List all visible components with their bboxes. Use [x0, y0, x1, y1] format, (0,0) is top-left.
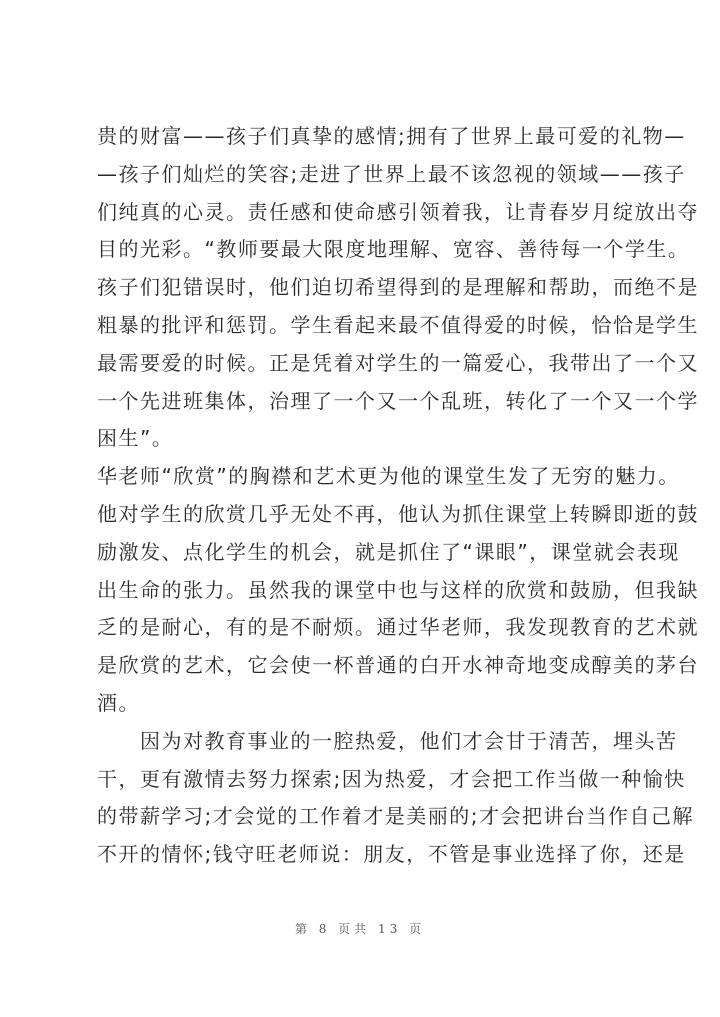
page-number-footer: 第 8 页共 13 页: [294, 922, 426, 936]
text-line: 他对学生的欣赏几乎无处不再，他认为抓住课堂上转瞬即逝的鼓: [97, 501, 699, 526]
text-line: 华老师“欣赏”的胸襟和艺术更为他的课堂生发了无穷的魅力。: [97, 464, 680, 489]
text-line: —孩子们灿烂的笑容;走进了世界上最不该忽视的领域——孩子: [97, 161, 686, 186]
text-line: 目的光彩。“教师要最大限度地理解、宽容、善待每一个学生。: [97, 237, 690, 262]
text-line: 励激发、点化学生的机会，就是抓住了“课眼”，课堂就会表现: [97, 539, 680, 564]
text-line: 酒。: [97, 690, 140, 715]
text-line: 困生”。: [97, 426, 174, 451]
text-line: 因为对教育事业的一腔热爱，他们才会甘于清苦，埋头苦: [97, 728, 678, 753]
text-line: 出生命的张力。虽然我的课堂中也与这样的欣赏和鼓励，但我缺: [97, 577, 699, 602]
text-line: 乏的是耐心，有的是不耐烦。通过华老师，我发现教育的艺术就: [97, 615, 699, 640]
text-line: 孩子们犯错误时，他们迫切希望得到的是理解和帮助，而绝不是: [97, 275, 699, 300]
text-line: 粗暴的批评和惩罚。学生看起来最不值得爱的时候，恰恰是学生: [97, 312, 699, 337]
text-line: 是欣赏的艺术，它会使一杯普通的白开水神奇地变成醇美的茅台: [97, 653, 699, 678]
text-line: 一个先进班集体，治理了一个又一个乱班，转化了一个又一个学: [97, 388, 699, 413]
text-line: 的带薪学习;才会觉的工作着才是美丽的;才会把讲台当作自己解: [97, 804, 694, 829]
document-body: [97, 118, 699, 874]
text-line: 最需要爱的时候。正是凭着对学生的一篇爱心，我带出了一个又: [97, 350, 699, 375]
text-line: 不开的情怀;钱守旺老师说：朋友，不管是事业选择了你，还是: [97, 842, 686, 867]
text-line: 贵的财富——孩子们真挚的感情;拥有了世界上最可爱的礼物—: [97, 124, 686, 148]
text-line: 干，更有激情去努力探索;因为热爱，才会把工作当做一种愉快: [97, 766, 686, 791]
text-line: 们纯真的心灵。责任感和使命感引领着我，让青春岁月绽放出夺: [97, 199, 699, 224]
